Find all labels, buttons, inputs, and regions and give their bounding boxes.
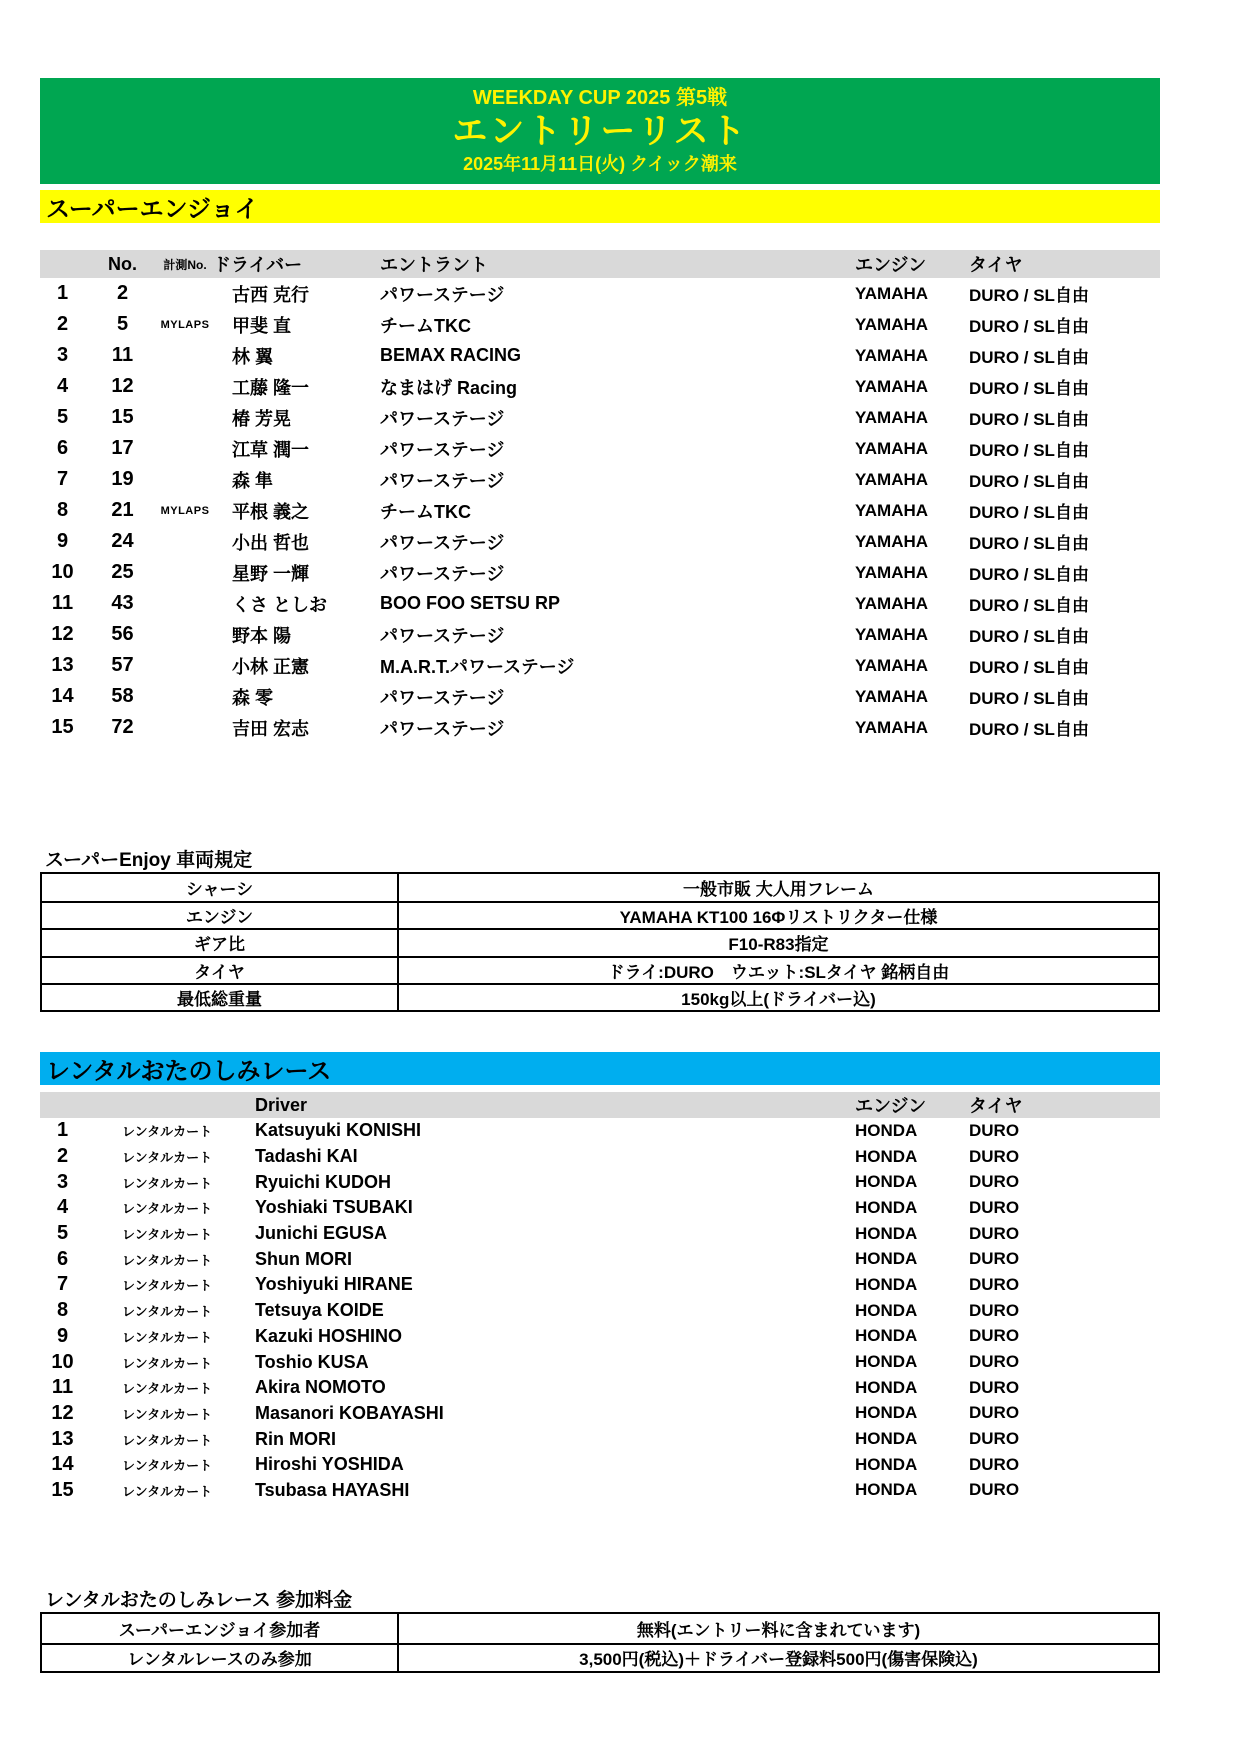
- regulation-row: [42, 928, 1158, 955]
- position-cell: 11: [51, 1376, 74, 1399]
- position-cell: 1: [56, 1119, 69, 1142]
- rental-kart-cell: レンタルカート: [122, 1329, 213, 1345]
- tire-cell: DURO: [969, 1172, 1020, 1192]
- driver-cell: 工藤 隆一: [232, 377, 310, 398]
- driver-cell: 江草 潤一: [232, 439, 310, 460]
- header-transponder-no: 計測No.: [163, 257, 207, 272]
- tire-cell: DURO: [969, 1300, 1020, 1320]
- driver-cell: 平根 義之: [232, 501, 310, 522]
- tire-cell: DURO: [969, 1197, 1020, 1217]
- rental-kart-cell: レンタルカート: [122, 1406, 213, 1422]
- position-cell: 9: [56, 530, 69, 552]
- regulation-value: 150kg以上(ドライバー込): [397, 985, 1158, 1010]
- fee-row: [42, 1643, 1158, 1672]
- position-cell: 6: [56, 437, 69, 459]
- rental-kart-cell: レンタルカート: [122, 1381, 213, 1397]
- position-cell: 14: [51, 1453, 74, 1476]
- driver-cell: 古西 克行: [232, 284, 310, 305]
- tire-cell: DURO / SL自由: [969, 534, 1089, 553]
- driver-cell: 甲斐 直: [232, 315, 292, 336]
- header-driver: ドライバー: [213, 255, 303, 275]
- tire-cell: DURO: [969, 1274, 1020, 1294]
- regulation-value: ドライ:DURO ウエット:SLタイヤ 銘柄自由: [397, 958, 1158, 983]
- entrant-cell: パワーステージ: [380, 687, 505, 708]
- fees-table: [40, 1612, 1160, 1673]
- position-cell: 11: [51, 592, 74, 614]
- fee-value: 3,500円(税込)＋ドライバー登録料500円(傷害保険込): [397, 1645, 1158, 1672]
- entry-row: [40, 681, 1160, 712]
- header-tire-2: タイヤ: [969, 1096, 1023, 1116]
- tire-cell: DURO: [969, 1429, 1020, 1449]
- driver-cell: Katsuyuki KONISHI: [255, 1120, 422, 1141]
- header-entrant: エントラント: [380, 255, 488, 275]
- tire-cell: DURO: [969, 1120, 1020, 1140]
- rental-entry-row: [40, 1349, 1160, 1375]
- entry-row: [40, 340, 1160, 371]
- position-cell: 7: [56, 1273, 69, 1296]
- entry-row: [40, 278, 1160, 309]
- fee-label: スーパーエンジョイ参加者: [118, 1620, 321, 1640]
- entrant-cell: なまはげ Racing: [380, 377, 518, 398]
- driver-cell: Junichi EGUSA: [255, 1223, 388, 1244]
- engine-cell: HONDA: [855, 1377, 918, 1397]
- driver-cell: Akira NOMOTO: [255, 1377, 386, 1398]
- position-cell: 3: [56, 1170, 69, 1193]
- engine-cell: HONDA: [855, 1326, 918, 1346]
- driver-cell: Shun MORI: [255, 1248, 352, 1269]
- regulation-row: [42, 874, 1158, 901]
- tire-cell: DURO: [969, 1249, 1020, 1269]
- tire-cell: DURO / SL自由: [969, 565, 1089, 584]
- rental-kart-cell: レンタルカート: [122, 1175, 213, 1191]
- fees-title: レンタルおたのしみレース 参加料金: [45, 1590, 353, 1611]
- entry-row: [40, 371, 1160, 402]
- engine-cell: HONDA: [855, 1429, 918, 1449]
- regulation-value: 一般市販 大人用フレーム: [397, 874, 1158, 901]
- regulation-label: 最低総重量: [177, 989, 262, 1009]
- super-enjoy-table-body: [40, 278, 1160, 743]
- entrant-cell: パワーステージ: [380, 625, 505, 646]
- engine-cell: YAMAHA: [855, 717, 929, 737]
- position-cell: 15: [51, 1478, 74, 1501]
- section-bar-super-enjoy: [40, 190, 1160, 223]
- engine-cell: YAMAHA: [855, 500, 929, 520]
- entry-row: [40, 557, 1160, 588]
- rental-kart-cell: レンタルカート: [122, 1252, 213, 1268]
- fee-label: レンタルレースのみ参加: [127, 1650, 312, 1670]
- kart-number-cell: 25: [111, 561, 134, 583]
- tire-cell: DURO / SL自由: [969, 348, 1089, 367]
- driver-cell: 星野 一輝: [232, 563, 310, 584]
- rental-entry-row: [40, 1221, 1160, 1247]
- engine-cell: HONDA: [855, 1120, 918, 1140]
- entry-row: [40, 495, 1160, 526]
- driver-cell: 森 隼: [232, 470, 274, 491]
- engine-cell: HONDA: [855, 1480, 918, 1500]
- tire-cell: DURO / SL自由: [969, 627, 1089, 646]
- kart-number-cell: 21: [111, 499, 134, 521]
- entry-row: [40, 526, 1160, 557]
- entrant-cell: パワーステージ: [380, 563, 505, 584]
- position-cell: 10: [51, 561, 74, 583]
- entry-row: [40, 588, 1160, 619]
- position-cell: 3: [56, 344, 69, 366]
- driver-cell: 吉田 宏志: [232, 718, 310, 739]
- driver-cell: Toshio KUSA: [255, 1351, 369, 1372]
- position-cell: 9: [56, 1324, 69, 1347]
- tire-cell: DURO: [969, 1352, 1020, 1372]
- engine-cell: HONDA: [855, 1146, 918, 1166]
- kart-number-cell: 58: [111, 685, 134, 707]
- tire-cell: DURO: [969, 1326, 1020, 1346]
- driver-cell: Rin MORI: [255, 1428, 336, 1449]
- entrant-cell: パワーステージ: [380, 408, 505, 429]
- driver-cell: くさ としお: [232, 594, 328, 615]
- entry-row: [40, 433, 1160, 464]
- tire-cell: DURO: [969, 1403, 1020, 1423]
- engine-cell: YAMAHA: [855, 407, 929, 427]
- section-bar-rental-race: [40, 1052, 1160, 1085]
- tire-cell: DURO / SL自由: [969, 379, 1089, 398]
- position-cell: 15: [51, 716, 74, 738]
- driver-cell: 椿 芳晃: [232, 408, 292, 429]
- engine-cell: HONDA: [855, 1274, 918, 1294]
- entry-row: [40, 464, 1160, 495]
- fee-row: [42, 1614, 1158, 1643]
- driver-cell: 小出 哲也: [232, 532, 310, 553]
- regulation-value: YAMAHA KT100 16Φリストリクター仕様: [397, 903, 1158, 928]
- engine-cell: YAMAHA: [855, 283, 929, 303]
- regulation-row: [42, 983, 1158, 1010]
- header-driver-en: Driver: [255, 1094, 308, 1115]
- fee-value: 無料(エントリー料に含まれています): [397, 1614, 1158, 1643]
- rental-table-header: [40, 1092, 1160, 1118]
- transponder-cell: MYLAPS: [160, 504, 210, 517]
- entrant-cell: パワーステージ: [380, 470, 505, 491]
- driver-cell: Masanori KOBAYASHI: [255, 1402, 444, 1423]
- engine-cell: HONDA: [855, 1352, 918, 1372]
- position-cell: 2: [56, 313, 69, 335]
- rental-kart-cell: レンタルカート: [122, 1355, 213, 1371]
- rental-kart-cell: レンタルカート: [122, 1458, 213, 1474]
- entry-row: [40, 619, 1160, 650]
- rental-entry-row: [40, 1272, 1160, 1298]
- header-engine: エンジン: [855, 255, 927, 275]
- rental-table-body: [40, 1118, 1160, 1503]
- engine-cell: HONDA: [855, 1454, 918, 1474]
- driver-cell: Tadashi KAI: [255, 1146, 358, 1167]
- transponder-cell: MYLAPS: [160, 318, 210, 331]
- engine-cell: YAMAHA: [855, 376, 929, 396]
- tire-cell: DURO: [969, 1223, 1020, 1243]
- kart-number-cell: 56: [111, 623, 134, 645]
- kart-number-cell: 19: [111, 468, 134, 490]
- entry-row: [40, 402, 1160, 433]
- tire-cell: DURO / SL自由: [969, 596, 1089, 615]
- engine-cell: YAMAHA: [855, 562, 929, 582]
- tire-cell: DURO: [969, 1377, 1020, 1397]
- driver-cell: 林 翼: [232, 346, 274, 367]
- position-cell: 2: [56, 1145, 69, 1168]
- engine-cell: YAMAHA: [855, 593, 929, 613]
- engine-cell: YAMAHA: [855, 314, 929, 334]
- engine-cell: YAMAHA: [855, 438, 929, 458]
- entrant-cell: パワーステージ: [380, 718, 505, 739]
- rental-kart-cell: レンタルカート: [122, 1201, 213, 1217]
- entry-row: [40, 309, 1160, 340]
- position-cell: 13: [51, 1427, 74, 1450]
- rental-entry-row: [40, 1195, 1160, 1221]
- tire-cell: DURO / SL自由: [969, 441, 1089, 460]
- engine-cell: YAMAHA: [855, 686, 929, 706]
- rental-entry-row: [40, 1401, 1160, 1427]
- kart-number-cell: 24: [111, 530, 134, 552]
- regulation-value: F10-R83指定: [397, 930, 1158, 955]
- position-cell: 12: [51, 1401, 74, 1424]
- driver-cell: 森 零: [232, 687, 274, 708]
- rental-kart-cell: レンタルカート: [122, 1124, 213, 1140]
- entrant-cell: チームTKC: [380, 501, 471, 522]
- driver-cell: Kazuki HOSHINO: [255, 1325, 403, 1346]
- rental-entry-row: [40, 1426, 1160, 1452]
- position-cell: 10: [51, 1350, 74, 1373]
- tire-cell: DURO / SL自由: [969, 410, 1089, 429]
- position-cell: 6: [56, 1247, 69, 1270]
- page-title: エントリーリスト: [452, 112, 748, 152]
- regulations-title: スーパーEnjoy 車両規定: [45, 850, 253, 871]
- tire-cell: DURO: [969, 1146, 1020, 1166]
- kart-number-cell: 15: [111, 406, 134, 428]
- rental-entry-row: [40, 1324, 1160, 1350]
- engine-cell: HONDA: [855, 1403, 918, 1423]
- position-cell: 5: [56, 406, 69, 428]
- entrant-cell: チームTKC: [380, 315, 471, 336]
- position-cell: 8: [56, 499, 69, 521]
- driver-cell: Tetsuya KOIDE: [255, 1300, 384, 1321]
- rental-kart-cell: レンタルカート: [122, 1432, 213, 1448]
- driver-cell: 野本 陽: [232, 625, 292, 646]
- entrant-cell: M.A.R.T.パワーステージ: [380, 656, 575, 677]
- regulations-table: [40, 872, 1160, 1012]
- rental-entry-row: [40, 1375, 1160, 1401]
- tire-cell: DURO / SL自由: [969, 503, 1089, 522]
- position-cell: 14: [51, 685, 74, 707]
- regulation-label: ギア比: [194, 935, 245, 955]
- section-title-super-enjoy: スーパーエンジョイ: [46, 196, 259, 223]
- position-cell: 1: [56, 282, 69, 304]
- regulation-label: エンジン: [185, 908, 254, 928]
- driver-cell: Yoshiyuki HIRANE: [255, 1274, 413, 1295]
- kart-number-cell: 11: [111, 344, 134, 366]
- engine-cell: HONDA: [855, 1172, 918, 1192]
- kart-number-cell: 57: [111, 654, 134, 676]
- tire-cell: DURO / SL自由: [969, 658, 1089, 677]
- regulation-row: [42, 901, 1158, 928]
- regulation-row: [42, 956, 1158, 983]
- rental-kart-cell: レンタルカート: [122, 1150, 213, 1166]
- section-title-rental-race: レンタルおたのしみレース: [46, 1058, 332, 1085]
- engine-cell: HONDA: [855, 1249, 918, 1269]
- rental-entry-row: [40, 1246, 1160, 1272]
- engine-cell: YAMAHA: [855, 655, 929, 675]
- header-tire: タイヤ: [969, 255, 1023, 275]
- engine-cell: HONDA: [855, 1300, 918, 1320]
- event-name: WEEKDAY CUP 2025 第5戦: [472, 87, 728, 110]
- rental-entry-row: [40, 1169, 1160, 1195]
- kart-number-cell: 43: [111, 592, 134, 614]
- driver-cell: 小林 正憲: [232, 656, 310, 677]
- kart-number-cell: 5: [116, 313, 129, 335]
- tire-cell: DURO / SL自由: [969, 689, 1089, 708]
- rental-kart-cell: レンタルカート: [122, 1227, 213, 1243]
- entrant-cell: BEMAX RACING: [380, 345, 522, 365]
- entrant-cell: パワーステージ: [380, 532, 505, 553]
- engine-cell: HONDA: [855, 1197, 918, 1217]
- entry-row: [40, 712, 1160, 743]
- position-cell: 13: [51, 654, 74, 676]
- tire-cell: DURO / SL自由: [969, 317, 1089, 336]
- rental-kart-cell: レンタルカート: [122, 1278, 213, 1294]
- position-cell: 12: [51, 623, 74, 645]
- entrant-cell: パワーステージ: [380, 439, 505, 460]
- engine-cell: YAMAHA: [855, 624, 929, 644]
- event-date-venue: 2025年11月11日(火) クイック潮来: [463, 154, 737, 175]
- position-cell: 4: [56, 375, 69, 397]
- rental-entry-row: [40, 1144, 1160, 1170]
- super-enjoy-table-header: [40, 250, 1160, 278]
- tire-cell: DURO: [969, 1480, 1020, 1500]
- kart-number-cell: 17: [111, 437, 134, 459]
- driver-cell: Hiroshi YOSHIDA: [255, 1454, 404, 1475]
- driver-cell: Tsubasa HAYASHI: [255, 1479, 410, 1500]
- entrant-cell: パワーステージ: [380, 284, 505, 305]
- engine-cell: YAMAHA: [855, 531, 929, 551]
- position-cell: 8: [56, 1299, 69, 1322]
- engine-cell: YAMAHA: [855, 469, 929, 489]
- rental-entry-row: [40, 1298, 1160, 1324]
- engine-cell: HONDA: [855, 1223, 918, 1243]
- engine-cell: YAMAHA: [855, 345, 929, 365]
- tire-cell: DURO: [969, 1454, 1020, 1474]
- kart-number-cell: 2: [116, 282, 129, 304]
- tire-cell: DURO / SL自由: [969, 720, 1089, 739]
- position-cell: 4: [56, 1196, 69, 1219]
- rental-kart-cell: レンタルカート: [122, 1304, 213, 1320]
- entrant-cell: BOO FOO SETSU RP: [380, 593, 561, 613]
- kart-number-cell: 12: [111, 375, 134, 397]
- position-cell: 7: [56, 468, 69, 490]
- header-engine-2: エンジン: [855, 1096, 927, 1116]
- driver-cell: Yoshiaki TSUBAKI: [255, 1197, 413, 1218]
- rental-entry-row: [40, 1478, 1160, 1504]
- kart-number-cell: 72: [111, 716, 134, 738]
- regulation-label: タイヤ: [194, 962, 245, 982]
- event-banner: [40, 78, 1160, 184]
- rental-entry-row: [40, 1452, 1160, 1478]
- header-no: No.: [108, 253, 137, 274]
- tire-cell: DURO / SL自由: [969, 472, 1089, 491]
- driver-cell: Ryuichi KUDOH: [255, 1171, 392, 1192]
- rental-kart-cell: レンタルカート: [122, 1483, 213, 1499]
- rental-entry-row: [40, 1118, 1160, 1144]
- entry-row: [40, 650, 1160, 681]
- regulation-label: シャーシ: [185, 880, 254, 900]
- position-cell: 5: [56, 1222, 69, 1245]
- tire-cell: DURO / SL自由: [969, 286, 1089, 305]
